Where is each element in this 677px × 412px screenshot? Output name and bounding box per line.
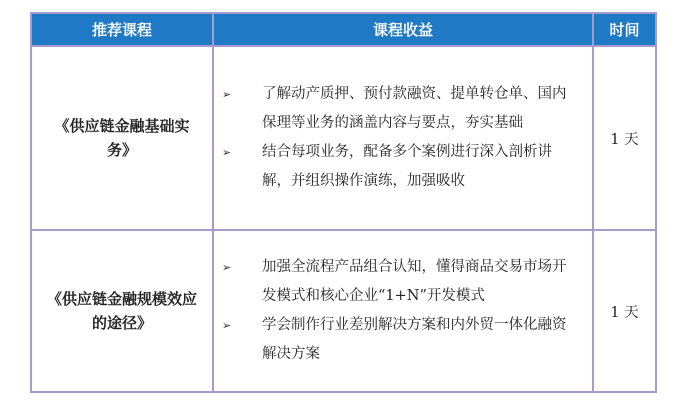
header-time: 时间 <box>593 13 656 46</box>
list-item <box>222 311 576 369</box>
benefit-cell <box>213 46 593 230</box>
header-benefit: 课程收益 <box>213 13 593 46</box>
benefit-text: 学会制作行业差别解决方案和内外贸一体化融资解决方案 <box>262 317 567 362</box>
list-item <box>222 253 576 311</box>
time-cell: 1 天 <box>593 230 656 392</box>
course-name: 《供应链金融基础实务》 <box>54 117 190 159</box>
benefit-text: 加强全流程产品组合认知，懂得商品交易市场开发模式和核心企业“1+N”开发模式 <box>262 259 567 304</box>
header-course: 推荐课程 <box>31 13 213 46</box>
list-item <box>222 138 576 196</box>
arrow-bullet-icon: ➢ <box>222 146 232 159</box>
list-item <box>222 80 576 138</box>
course-table <box>30 12 657 393</box>
table-row <box>31 230 656 392</box>
course-name: 《供应链金融规模效应的途径》 <box>47 290 198 332</box>
benefit-text: 了解动产质押、预付款融资、提单转仓单、国内保理等业务的涵盖内容与要点，夯实基础 <box>262 86 567 131</box>
arrow-bullet-icon: ➢ <box>222 88 232 101</box>
time-cell: 1 天 <box>593 46 656 230</box>
arrow-bullet-icon: ➢ <box>222 261 232 274</box>
arrow-bullet-icon: ➢ <box>222 319 232 332</box>
course-name-cell <box>31 230 213 392</box>
benefit-list <box>222 80 576 196</box>
benefit-list <box>222 253 576 369</box>
course-name-cell <box>31 46 213 230</box>
benefit-cell <box>213 230 593 392</box>
header-row <box>31 13 656 46</box>
table-row <box>31 46 656 230</box>
benefit-text: 结合每项业务，配备多个案例进行深入剖析讲解，并组织操作演练，加强吸收 <box>262 144 552 189</box>
